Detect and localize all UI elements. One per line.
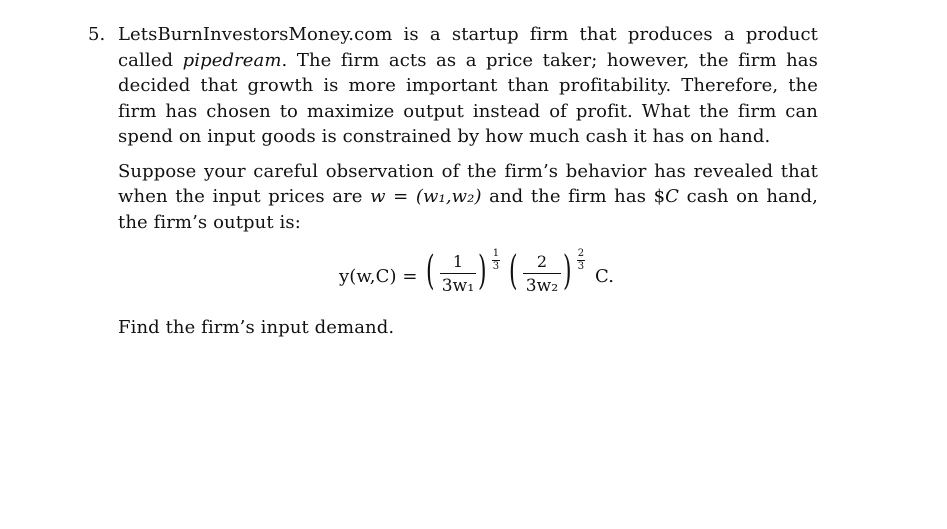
intro-text-1: LetsBurnInvestorsMoney.com is a startup firm that produces a product called (118, 24, 818, 71)
question-text: Find the firm’s input demand. (118, 317, 395, 338)
product-name: pipedream (182, 49, 282, 71)
fraction-1-denominator: 3w₁ (441, 276, 475, 297)
fraction-2-bar (523, 273, 561, 274)
exponent-2-denominator: 3 (577, 261, 585, 272)
cash-symbol: C (665, 186, 680, 207)
input-prices: w = (w₁,w₂) (370, 186, 482, 207)
fraction-1-bar (440, 273, 476, 274)
fraction-2-denominator: 3w₂ (525, 276, 559, 297)
exponent-2 (577, 249, 585, 272)
left-paren-2: ( (509, 248, 518, 294)
observation-text-3: cash on hand, the firm’s output is: (118, 186, 818, 233)
exponent-1-denominator: 3 (492, 261, 500, 272)
paragraph-intro (118, 22, 818, 150)
fraction-1 (440, 253, 476, 295)
right-paren-1: ) (478, 248, 487, 294)
observation-text-2: and the firm has $ (481, 186, 666, 207)
problem-5 (88, 22, 818, 341)
exponent-1 (492, 249, 500, 272)
exponent-2-numerator: 2 (577, 248, 585, 259)
observation-text-1: Suppose your careful observation of the firm’s behavior has revealed that when the input prices are (118, 160, 818, 207)
formula-tail: C. (595, 266, 615, 287)
intro-text-2: . The firm acts as a price taker; however, the firm has decided that growth is more important than profitability. Therefore, the firm has chosen to maximize output instead of profit. What the firm can spend on input goods is constrained by how much cash it has on hand. (118, 49, 818, 147)
fraction-2 (523, 253, 561, 295)
formula-lhs: y(w,C) = (339, 266, 418, 287)
output-formula (339, 249, 818, 307)
fraction-1-numerator: 1 (452, 252, 464, 271)
fraction-2-numerator: 2 (536, 252, 548, 271)
problem-number: 5. (88, 24, 106, 45)
problem-body (118, 22, 818, 341)
right-paren-2: ) (563, 248, 572, 294)
exponent-1-numerator: 1 (492, 248, 500, 259)
paragraph-observation (118, 159, 818, 236)
left-paren-1: ( (426, 248, 435, 294)
